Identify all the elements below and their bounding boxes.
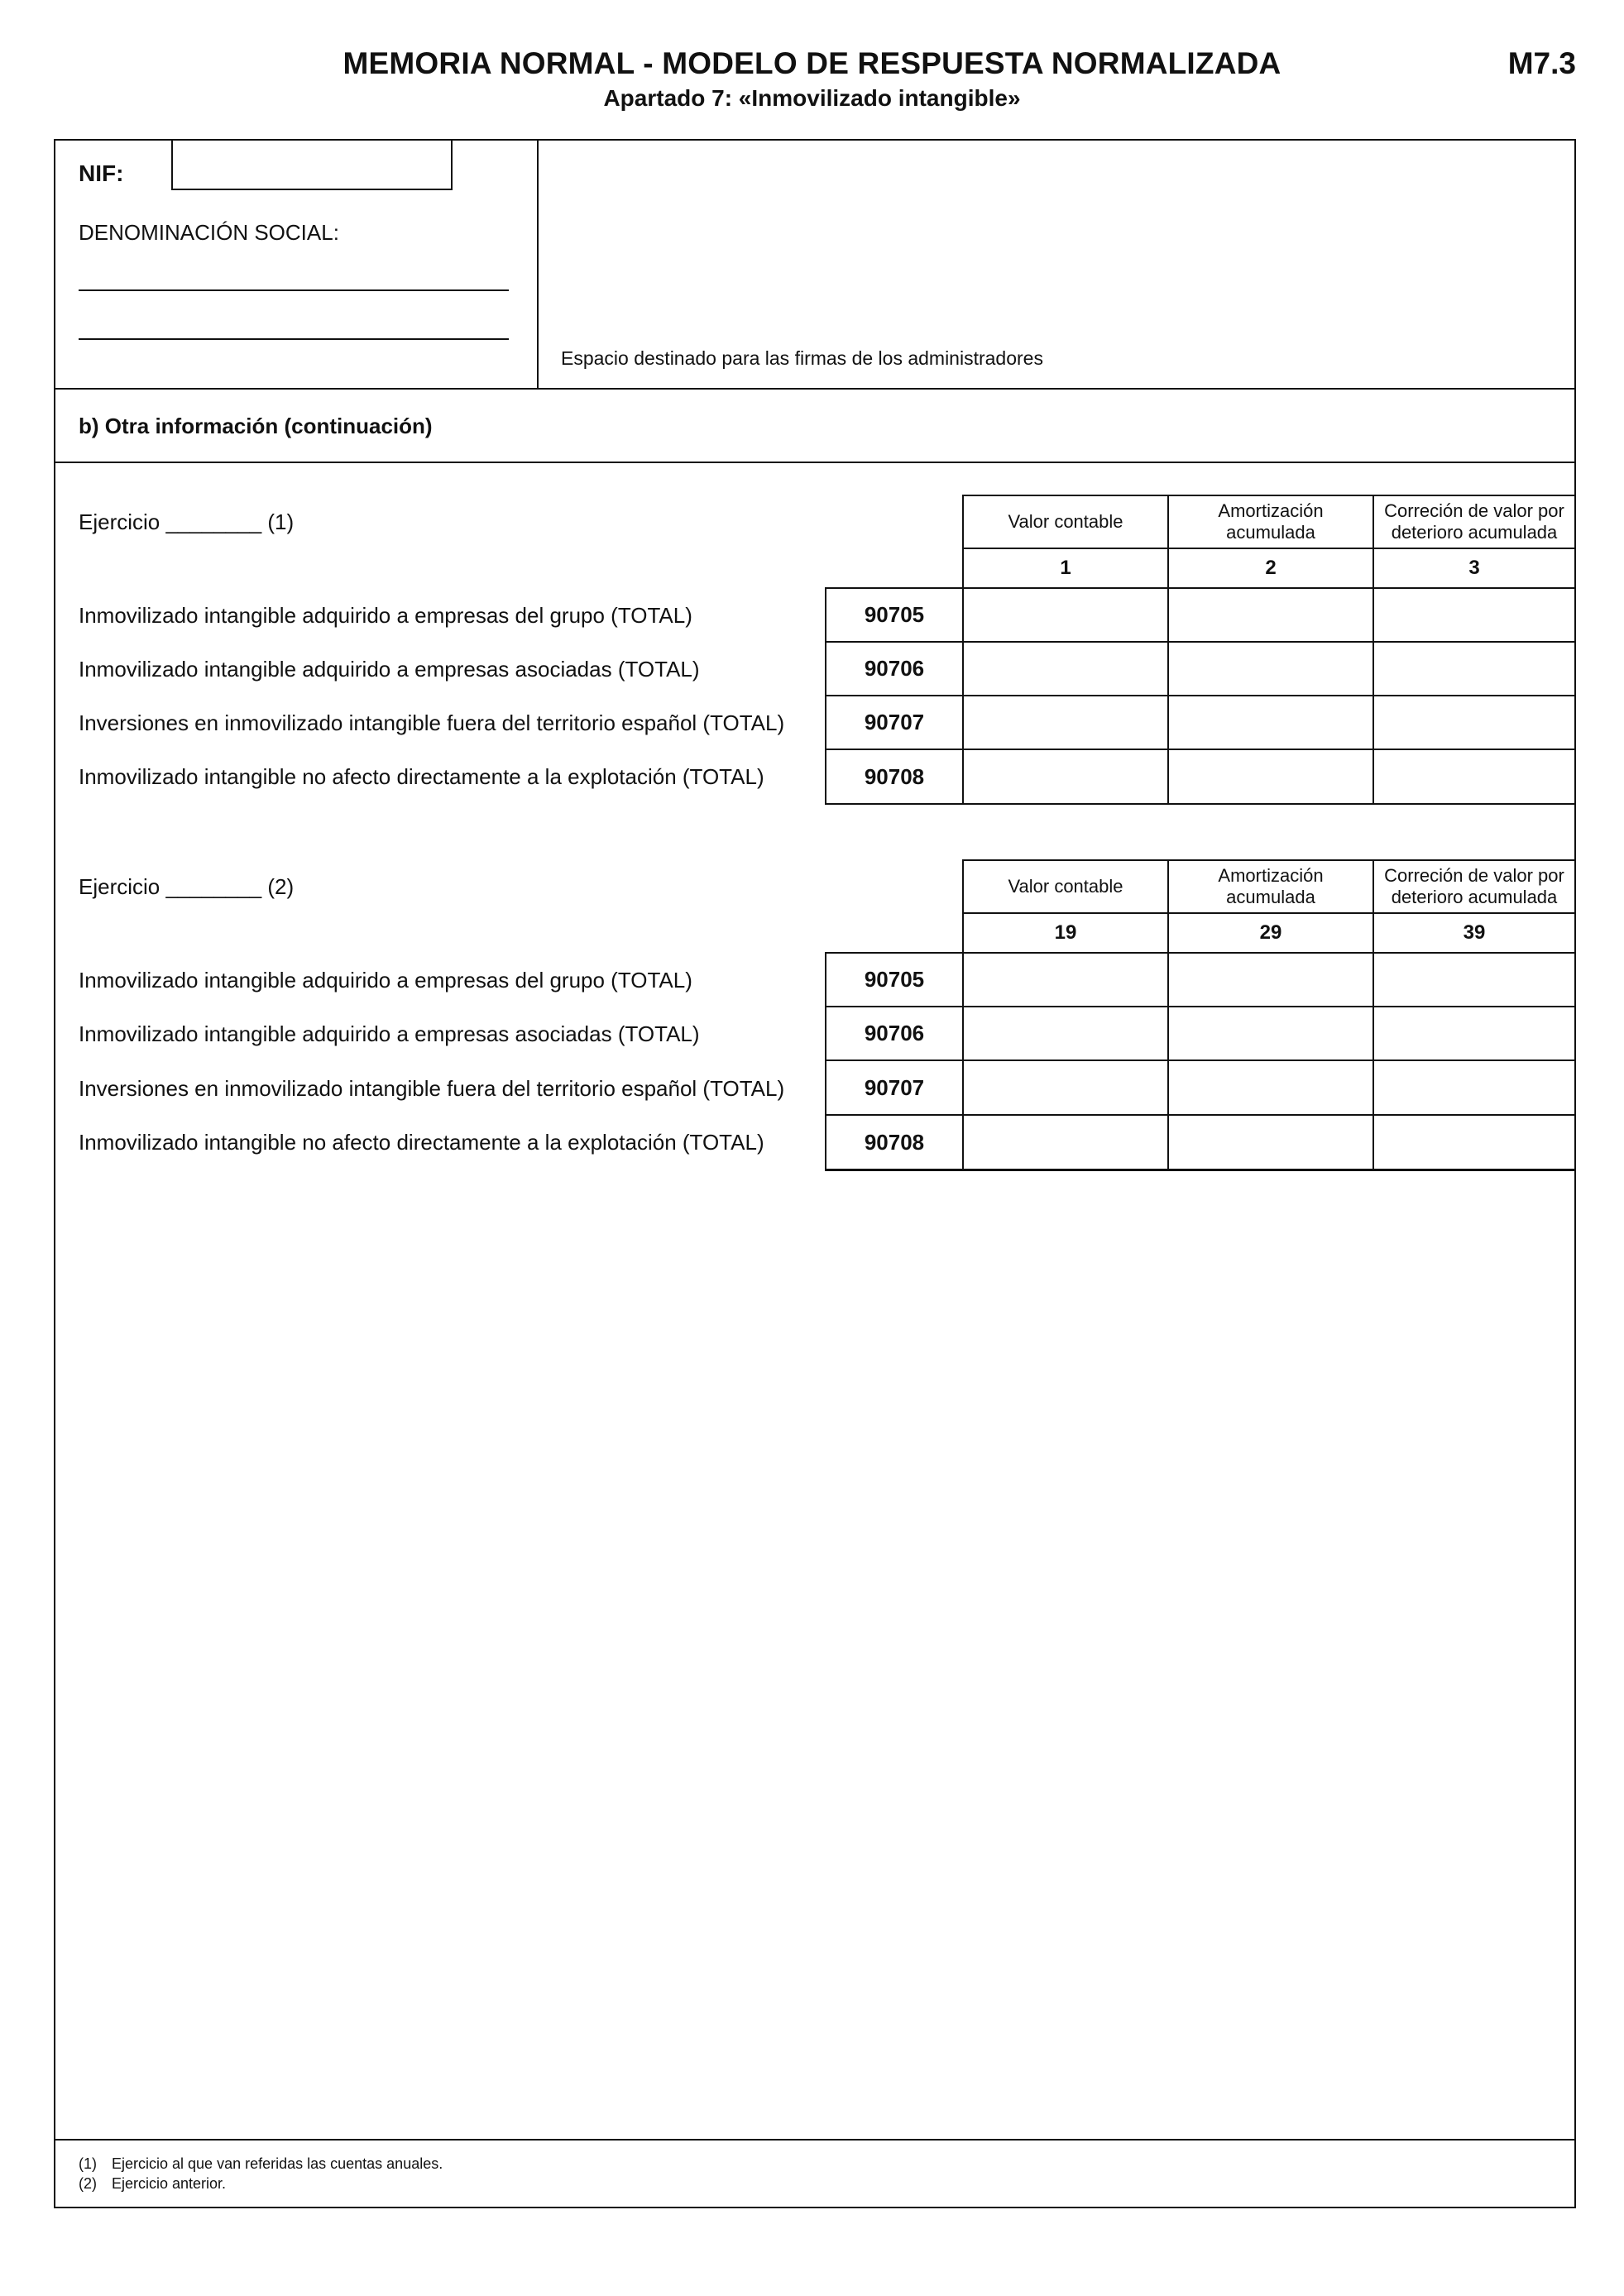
column-number: 19 [962,912,1169,954]
value-cell[interactable] [1167,1006,1374,1061]
column-number: 39 [1372,912,1576,954]
value-cell[interactable] [962,952,1169,1007]
column-number: 29 [1167,912,1374,954]
row-code: 90707 [825,1060,964,1116]
value-cell[interactable] [1167,641,1374,696]
footnote-number: (1) [79,2155,97,2172]
column-header-correcion: Correción de valor por deterioro acumulada [1372,495,1576,549]
value-cell[interactable] [962,695,1169,750]
column-header-valor-contable: Valor contable [962,495,1169,549]
value-cell[interactable] [1167,749,1374,805]
column-header-amortizacion: Amortización acumulada [1167,859,1374,914]
value-cell[interactable] [1372,952,1576,1007]
footnote-1 [79,2155,443,2173]
column-number: 1 [962,548,1169,589]
row-label: Inmovilizado intangible adquirido a empresas asociadas (TOTAL) [79,1021,700,1046]
value-cell[interactable] [962,1060,1169,1116]
value-cell[interactable] [1372,1006,1576,1061]
column-header-amortizacion: Amortización acumulada [1167,495,1374,549]
row-label: Inversiones en inmovilizado intangible fuera del territorio español (TOTAL) [79,710,785,735]
denomination-label: DENOMINACIÓN SOCIAL: [79,220,339,245]
value-cell[interactable] [1372,1060,1576,1116]
row-code: 90706 [825,1006,964,1061]
column-number: 3 [1372,548,1576,589]
signature-divider [537,139,539,389]
page-subtitle: Apartado 7: «Inmovilizado intangible» [603,85,1021,111]
row-code: 90705 [825,952,964,1007]
row-code: 90705 [825,587,964,643]
value-cell[interactable] [962,749,1169,805]
table-bottom-rule [825,1169,1576,1171]
row-label: Inmovilizado intangible no afecto directamente a la explotación (TOTAL) [79,764,764,789]
page-title: MEMORIA NORMAL - MODELO DE RESPUESTA NORMALIZADA [343,46,1281,80]
ejercicio-label-2: Ejercicio ________ (2) [79,874,295,899]
footnote-2 [79,2175,226,2193]
nif-label: NIF: [79,160,124,186]
value-cell[interactable] [1167,695,1374,750]
row-label: Inmovilizado intangible no afecto directamente a la explotación (TOTAL) [79,1130,764,1155]
value-cell[interactable] [962,587,1169,643]
denomination-field-line-2[interactable] [79,338,509,340]
row-code: 90708 [825,1114,964,1170]
nif-field[interactable] [171,139,453,190]
identification-bottom-line [54,388,1576,390]
footnote-text: Ejercicio al que van referidas las cuentas anuales. [112,2155,443,2172]
value-cell[interactable] [1167,1114,1374,1170]
value-cell[interactable] [1372,695,1576,750]
form-code: M7.3 [1507,46,1576,80]
form-frame [54,139,1576,2208]
value-cell[interactable] [1167,587,1374,643]
value-cell[interactable] [962,1114,1169,1170]
row-code: 90706 [825,641,964,696]
footnote-divider [54,2139,1576,2141]
row-code: 90707 [825,695,964,750]
section-title-bottom-line [54,462,1576,463]
value-cell[interactable] [962,1006,1169,1061]
footnote-text: Ejercicio anterior. [112,2175,227,2192]
value-cell[interactable] [1372,587,1576,643]
footnote-number: (2) [79,2175,97,2192]
row-label: Inmovilizado intangible adquirido a empresas del grupo (TOTAL) [79,603,692,628]
column-header-valor-contable: Valor contable [962,859,1169,914]
value-cell[interactable] [1372,749,1576,805]
value-cell[interactable] [962,641,1169,696]
value-cell[interactable] [1167,952,1374,1007]
row-label: Inmovilizado intangible adquirido a empresas del grupo (TOTAL) [79,968,692,993]
column-number: 2 [1167,548,1374,589]
row-label: Inversiones en inmovilizado intangible fuera del territorio español (TOTAL) [79,1076,785,1101]
section-title: b) Otra información (continuación) [79,414,433,438]
value-cell[interactable] [1372,1114,1576,1170]
value-cell[interactable] [1167,1060,1374,1116]
row-label: Inmovilizado intangible adquirido a empresas asociadas (TOTAL) [79,657,700,682]
value-cell[interactable] [1372,641,1576,696]
signature-space-label: Espacio destinado para las firmas de los administradores [561,347,1043,369]
ejercicio-label-1: Ejercicio ________ (1) [79,509,295,534]
denomination-field-line-1[interactable] [79,289,509,291]
row-code: 90708 [825,749,964,805]
column-header-correcion: Correción de valor por deterioro acumulada [1372,859,1576,914]
